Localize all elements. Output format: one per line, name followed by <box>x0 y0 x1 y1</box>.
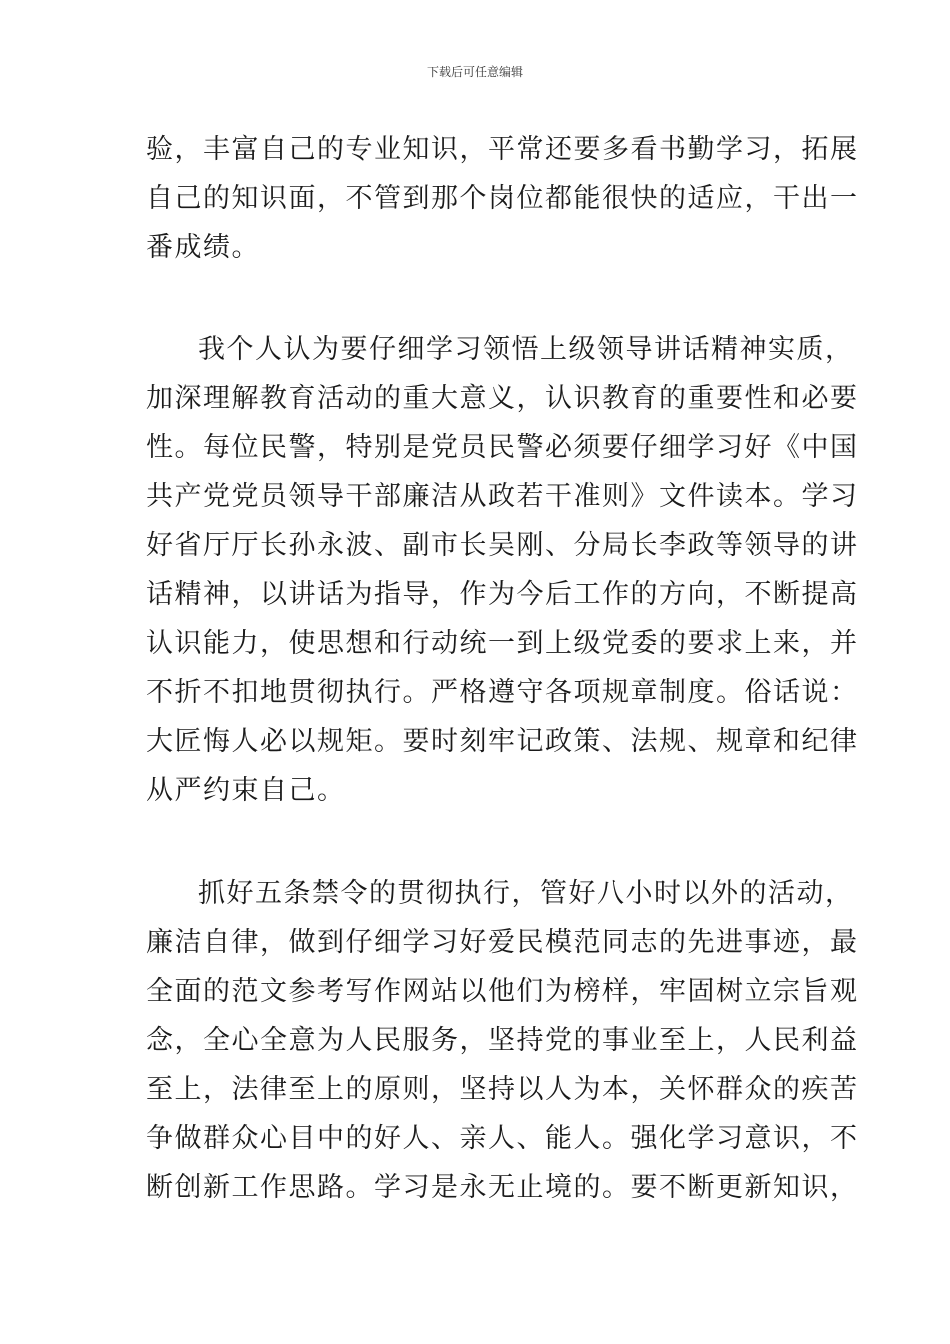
text-line: 廉洁自律，做到仔细学习好爱民模范同志的先进事迹，最 <box>146 927 859 958</box>
page-header: 下载后可任意编辑 <box>426 65 523 79</box>
text-line: 自己的知识面，不管到那个岗位都能很快的适应，干出一 <box>146 183 859 214</box>
text-line: 加深理解教育活动的重大意义，认识教育的重要性和必要 <box>146 383 859 414</box>
text-line: 认识能力，使思想和行动统一到上级党委的要求上来，并 <box>146 628 859 659</box>
text-line: 共产党党员领导干部廉洁从政若干准则》文件读本。学习 <box>146 481 859 512</box>
text-line: 验，丰富自己的专业知识，平常还要多看书勤学习，拓展 <box>146 134 859 165</box>
text-line: 念，全心全意为人民服务，坚持党的事业至上，人民利益 <box>146 1025 859 1056</box>
text-line: 大匠悔人必以规矩。要时刻牢记政策、法规、规章和纪律 <box>146 726 859 757</box>
text-line: 从严约束自己。 <box>146 775 346 806</box>
text-line: 至上，法律至上的原则，坚持以人为本，关怀群众的疾苦 <box>146 1074 859 1105</box>
text-line: 不折不扣地贯彻执行。严格遵守各项规章制度。俗话说： <box>146 677 859 708</box>
text-line: 我个人认为要仔细学习领悟上级领导讲话精神实质， <box>198 334 854 365</box>
text-line: 全面的范文参考写作网站以他们为榜样，牢固树立宗旨观 <box>146 976 859 1007</box>
text-line: 争做群众心目中的好人、亲人、能人。强化学习意识，不 <box>146 1123 859 1154</box>
text-line: 话精神，以讲话为指导，作为今后工作的方向，不断提高 <box>146 579 859 610</box>
text-line: 抓好五条禁令的贯彻执行，管好八小时以外的活动， <box>198 878 854 909</box>
text-line: 番成绩。 <box>146 232 260 263</box>
text-line: 好省厅厅长孙永波、副市长吴刚、分局长李政等领导的讲 <box>146 530 859 561</box>
text-line: 性。每位民警，特别是党员民警必须要仔细学习好《中国 <box>146 432 859 463</box>
text-line: 断创新工作思路。学习是永无止境的。要不断更新知识， <box>146 1172 859 1203</box>
